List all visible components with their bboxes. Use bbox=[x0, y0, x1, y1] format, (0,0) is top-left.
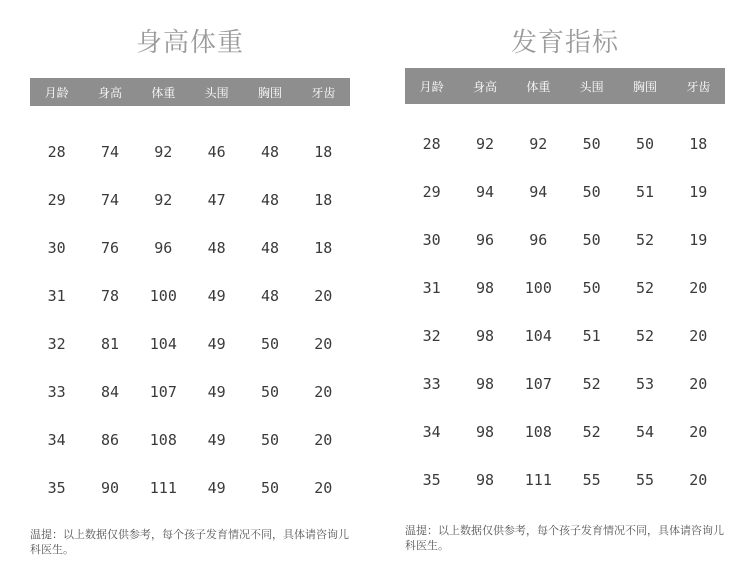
cell: 19 bbox=[689, 231, 708, 249]
left-table-header bbox=[30, 78, 350, 106]
cell: 30 bbox=[47, 239, 66, 257]
table-row bbox=[30, 464, 350, 512]
cell: 35 bbox=[422, 471, 441, 489]
cell: 50 bbox=[260, 479, 280, 497]
cell: 52 bbox=[582, 375, 601, 393]
table-row bbox=[405, 120, 725, 168]
cell: 18 bbox=[314, 143, 333, 161]
cell: 50 bbox=[260, 383, 280, 401]
right-header-cell: 月龄 bbox=[419, 79, 444, 94]
cell: 29 bbox=[422, 183, 441, 201]
left-title: 身高体重 bbox=[135, 28, 244, 58]
table-row bbox=[30, 416, 350, 464]
right-table-header bbox=[405, 68, 725, 104]
right-header-cell: 头围 bbox=[579, 79, 604, 94]
cell: 108 bbox=[149, 431, 177, 449]
cell: 32 bbox=[422, 327, 441, 345]
table-row bbox=[405, 408, 725, 456]
table-row bbox=[30, 224, 350, 272]
cell: 20 bbox=[314, 287, 333, 305]
cell: 55 bbox=[635, 471, 655, 489]
cell: 20 bbox=[314, 335, 333, 353]
table-row bbox=[30, 368, 350, 416]
cell: 94 bbox=[529, 183, 548, 201]
cell: 98 bbox=[475, 279, 495, 297]
cell: 96 bbox=[154, 239, 173, 257]
left-header-cell: 头围 bbox=[204, 85, 229, 100]
right-header-cell: 胸围 bbox=[632, 79, 657, 94]
cell: 92 bbox=[529, 135, 548, 153]
cell: 50 bbox=[635, 135, 655, 153]
cell: 104 bbox=[524, 327, 552, 345]
left-header-cell: 身高 bbox=[97, 85, 122, 100]
cell: 20 bbox=[314, 431, 333, 449]
cell: 49 bbox=[207, 431, 226, 449]
cell: 49 bbox=[207, 287, 226, 305]
cell: 78 bbox=[100, 287, 120, 305]
cell: 53 bbox=[635, 375, 655, 393]
cell: 74 bbox=[100, 143, 120, 161]
cell: 33 bbox=[47, 383, 66, 401]
cell: 86 bbox=[100, 431, 120, 449]
cell: 18 bbox=[689, 135, 708, 153]
cell: 104 bbox=[149, 335, 177, 353]
cell: 51 bbox=[582, 327, 601, 345]
left-header-cell: 月龄 bbox=[44, 85, 69, 100]
cell: 49 bbox=[207, 335, 226, 353]
cell: 34 bbox=[422, 423, 441, 441]
cell: 84 bbox=[100, 383, 120, 401]
cell: 111 bbox=[524, 471, 552, 489]
cell: 50 bbox=[582, 231, 601, 249]
cell: 100 bbox=[524, 279, 552, 297]
table-row bbox=[405, 312, 725, 360]
cell: 20 bbox=[314, 479, 333, 497]
cell: 48 bbox=[260, 239, 280, 257]
cell: 48 bbox=[260, 143, 280, 161]
cell: 20 bbox=[689, 279, 708, 297]
cell: 34 bbox=[47, 431, 66, 449]
right-title: 发育指标 bbox=[510, 28, 619, 58]
cell: 98 bbox=[475, 375, 495, 393]
cell: 48 bbox=[260, 191, 280, 209]
table-row bbox=[405, 360, 725, 408]
cell: 92 bbox=[154, 143, 173, 161]
cell: 49 bbox=[207, 383, 226, 401]
table-row bbox=[405, 456, 725, 504]
cell: 74 bbox=[100, 191, 120, 209]
cell: 76 bbox=[100, 239, 120, 257]
cell: 46 bbox=[207, 143, 226, 161]
table-row bbox=[30, 320, 350, 368]
cell: 33 bbox=[422, 375, 441, 393]
left-table-body bbox=[30, 128, 350, 512]
right-table-body bbox=[405, 120, 725, 504]
cell: 35 bbox=[47, 479, 66, 497]
cell: 52 bbox=[635, 231, 655, 249]
table-row bbox=[30, 128, 350, 176]
table-row bbox=[405, 168, 725, 216]
cell: 19 bbox=[689, 183, 708, 201]
cell: 90 bbox=[100, 479, 120, 497]
cell: 32 bbox=[47, 335, 66, 353]
cell: 55 bbox=[582, 471, 601, 489]
cell: 18 bbox=[314, 191, 333, 209]
cell: 52 bbox=[635, 279, 655, 297]
cell: 50 bbox=[260, 335, 280, 353]
cell: 96 bbox=[475, 231, 495, 249]
cell: 29 bbox=[47, 191, 66, 209]
cell: 98 bbox=[475, 471, 495, 489]
cell: 20 bbox=[689, 327, 708, 345]
cell: 111 bbox=[149, 479, 177, 497]
cell: 31 bbox=[422, 279, 441, 297]
right-header-cell: 身高 bbox=[472, 79, 497, 94]
cell: 51 bbox=[635, 183, 655, 201]
table-row bbox=[405, 264, 725, 312]
cell: 28 bbox=[47, 143, 66, 161]
cell: 94 bbox=[475, 183, 495, 201]
cell: 92 bbox=[154, 191, 173, 209]
cell: 20 bbox=[689, 423, 708, 441]
cell: 31 bbox=[47, 287, 66, 305]
left-footnote: 温提：以上数据仅供参考，每个孩子发育情况不同，具体请咨询儿科医生。 bbox=[30, 528, 349, 556]
cell: 50 bbox=[582, 279, 601, 297]
cell: 47 bbox=[207, 191, 226, 209]
cell: 100 bbox=[149, 287, 177, 305]
table-row bbox=[30, 272, 350, 320]
cell: 107 bbox=[149, 383, 177, 401]
cell: 50 bbox=[582, 135, 601, 153]
cell: 98 bbox=[475, 423, 495, 441]
left-header-cell: 牙齿 bbox=[311, 85, 336, 100]
cell: 98 bbox=[475, 327, 495, 345]
cell: 20 bbox=[689, 471, 708, 489]
cell: 96 bbox=[529, 231, 548, 249]
cell: 20 bbox=[314, 383, 333, 401]
table-row bbox=[405, 216, 725, 264]
left-header-cell: 胸围 bbox=[257, 85, 282, 100]
cell: 81 bbox=[100, 335, 120, 353]
cell: 107 bbox=[524, 375, 552, 393]
left-header-cell: 体重 bbox=[151, 85, 176, 100]
right-footnote: 温提：以上数据仅供参考，每个孩子发育情况不同，具体请咨询儿科医生。 bbox=[405, 524, 724, 552]
cell: 52 bbox=[635, 327, 655, 345]
cell: 20 bbox=[689, 375, 708, 393]
cell: 49 bbox=[207, 479, 226, 497]
cell: 54 bbox=[635, 423, 655, 441]
cell: 52 bbox=[582, 423, 601, 441]
cell: 50 bbox=[582, 183, 601, 201]
cell: 28 bbox=[422, 135, 441, 153]
cell: 92 bbox=[475, 135, 495, 153]
cell: 50 bbox=[260, 431, 280, 449]
cell: 18 bbox=[314, 239, 333, 257]
cell: 108 bbox=[524, 423, 552, 441]
cell: 30 bbox=[422, 231, 441, 249]
cell: 48 bbox=[207, 239, 226, 257]
right-header-cell: 牙齿 bbox=[686, 79, 711, 94]
right-header-cell: 体重 bbox=[526, 79, 551, 94]
cell: 48 bbox=[260, 287, 280, 305]
table-row bbox=[30, 176, 350, 224]
